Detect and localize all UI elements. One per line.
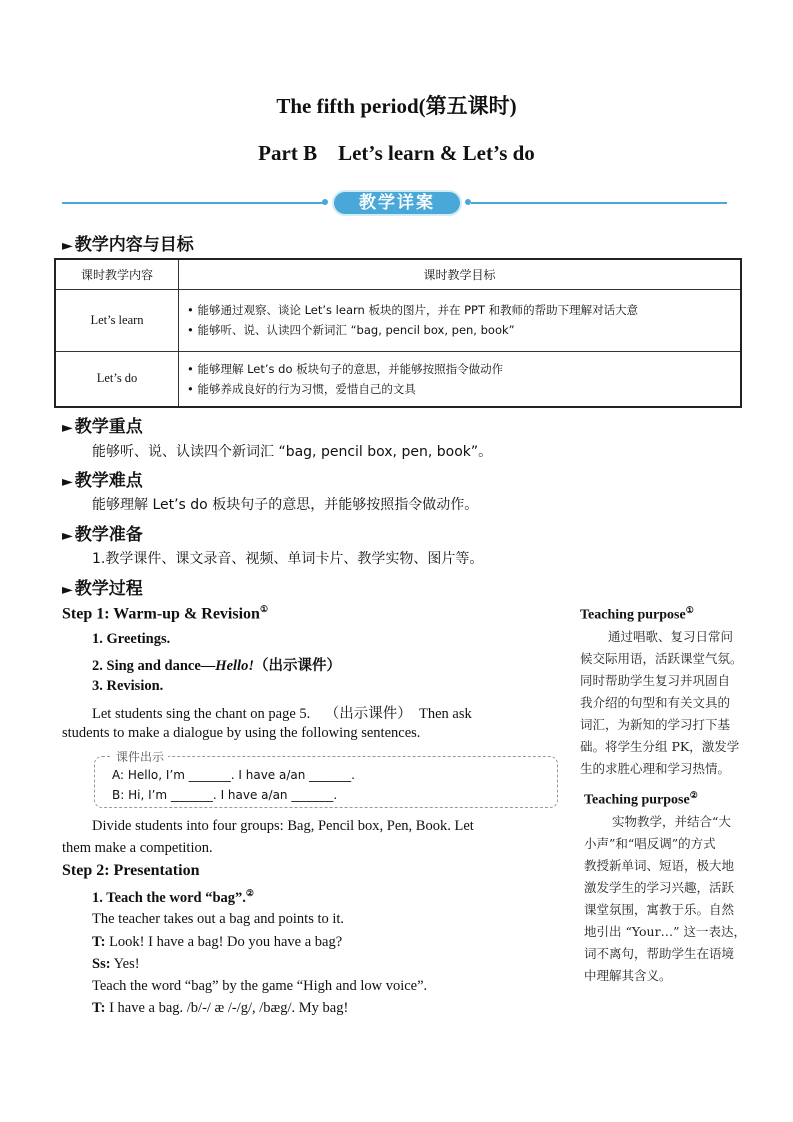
step2-title: Step 2: Presentation: [62, 862, 200, 879]
section-heading-key-points: ► 教学重点: [62, 417, 143, 437]
dialogue-line-b: B: Hi, I’m _______. I have a/an _______.: [112, 788, 338, 802]
table-cell-goals: [179, 289, 742, 351]
dialogue-line-a: A: Hello, I’m _______. I have a/an _______.: [112, 768, 355, 782]
step1-paragraph-line: them make a competition.: [62, 840, 213, 856]
table-row: [55, 289, 741, 351]
triangle-icon: ►: [62, 420, 73, 436]
step1-paragraph-line: Let students sing the chant on page 5. （出示课件） Then ask: [92, 706, 472, 722]
table-header-cell: 课时教学目标: [179, 259, 742, 289]
step1-item1: 1. Greetings.: [92, 631, 171, 647]
step1-paragraph-line: students to make a dialogue by using the following sentences.: [62, 725, 421, 741]
goal-line: • 能够听、说、认读四个新词汇 “bag, pencil box, pen, book”: [187, 323, 515, 337]
section-heading-content-goals: ► 教学内容与目标: [62, 235, 194, 255]
step2-line: T: I have a bag. /b/-/ æ /-/g/, /bæg/. My bag!: [92, 1000, 349, 1016]
triangle-icon: ►: [62, 474, 73, 490]
page-subtitle: Part B Let’s learn & Let’s do: [258, 141, 535, 165]
banner-line-left: [62, 202, 324, 204]
step1-item3: 3. Revision.: [92, 678, 164, 694]
sidebar-purpose-text-1: 通过唱歌、复习日常问 候交际用语，活跃课堂气氛。 同时帮助学生复习并巩固自 我介绍的句型和有关文具的 词汇，为新知的学习打下基 础。将学生分组 PK，激发学 生的求胜心理和学习热情。: [580, 629, 743, 776]
step1-item2: 2. Sing and dance—Hello!（出示课件）: [92, 658, 341, 674]
sidebar-purpose-title-2: Teaching purpose②: [584, 790, 698, 808]
section-heading-preparation: ► 教学准备: [62, 525, 143, 545]
preparation-text: 1.教学课件、课文录音、视频、单词卡片、教学实物、图片等。: [92, 551, 484, 567]
triangle-icon: ►: [62, 238, 73, 254]
step2-line: The teacher takes out a bag and points to it.: [92, 911, 345, 927]
table-cell-content: Let’s learn: [55, 289, 179, 351]
footnote-mark: ②: [245, 888, 254, 898]
table-cell-goals: [179, 351, 742, 407]
goal-line: • 能够理解 Let’s do 板块句子的意思，并能够按照指令做动作: [187, 361, 504, 376]
goal-line: • 能够养成良好的行为习惯，爱惜自己的文具: [187, 381, 416, 396]
sidebar-purpose-text-2: 实物教学，并结合“大 小声”和“唱反调”的方式 教授新单词、短语，极大地 激发学生的学习兴趣，活跃 课堂氛围，寓教于乐。自然 地引出 “Your…” 这一表达， 词不离句，帮助学生在语境 中理解其含义。: [584, 814, 746, 983]
table-header-row: [55, 259, 741, 289]
section-heading-difficulties: ► 教学难点: [62, 471, 143, 491]
banner-label: 教学详案: [332, 190, 462, 216]
courseware-box-label: 课件出示: [112, 748, 168, 765]
triangle-icon: ►: [62, 582, 73, 598]
triangle-icon: ►: [62, 528, 73, 544]
footnote-mark: ①: [259, 604, 269, 614]
difficulties-text: 能够理解 Let’s do 板块句子的意思，并能够按照指令做动作。: [92, 497, 479, 513]
table-header-cell: 课时教学内容: [55, 259, 179, 289]
step1-title: Step 1: Warm-up & Revision①: [62, 604, 269, 623]
banner-line-right: [471, 202, 727, 204]
section-heading-process: ► 教学过程: [62, 579, 143, 599]
step2-item1: 1. Teach the word “bag”.②: [92, 888, 254, 906]
step1-paragraph-line: Divide students into four groups: Bag, Pencil box, Pen, Book. Let: [92, 818, 474, 834]
goal-line: • 能够通过观察、谈论 Let’s learn 板块的图片，并在 PPT 和教师的帮助下理解对话大意: [187, 303, 639, 317]
table-row: [55, 351, 741, 407]
step2-line: Ss: Yes!: [92, 956, 140, 972]
page-title: The fifth period(第五课时): [276, 94, 517, 118]
banner-dot-left: [322, 199, 328, 205]
sidebar-purpose-title-1: Teaching purpose①: [580, 605, 694, 623]
table-cell-content: Let’s do: [55, 351, 179, 407]
step2-line: Teach the word “bag” by the game “High and low voice”.: [92, 978, 428, 994]
step2-line: T: Look! I have a bag! Do you have a bag?: [92, 934, 343, 950]
goals-table: [54, 258, 742, 408]
key-points-text: 能够听、说、认读四个新词汇 “bag, pencil box, pen, book”。: [92, 444, 493, 460]
